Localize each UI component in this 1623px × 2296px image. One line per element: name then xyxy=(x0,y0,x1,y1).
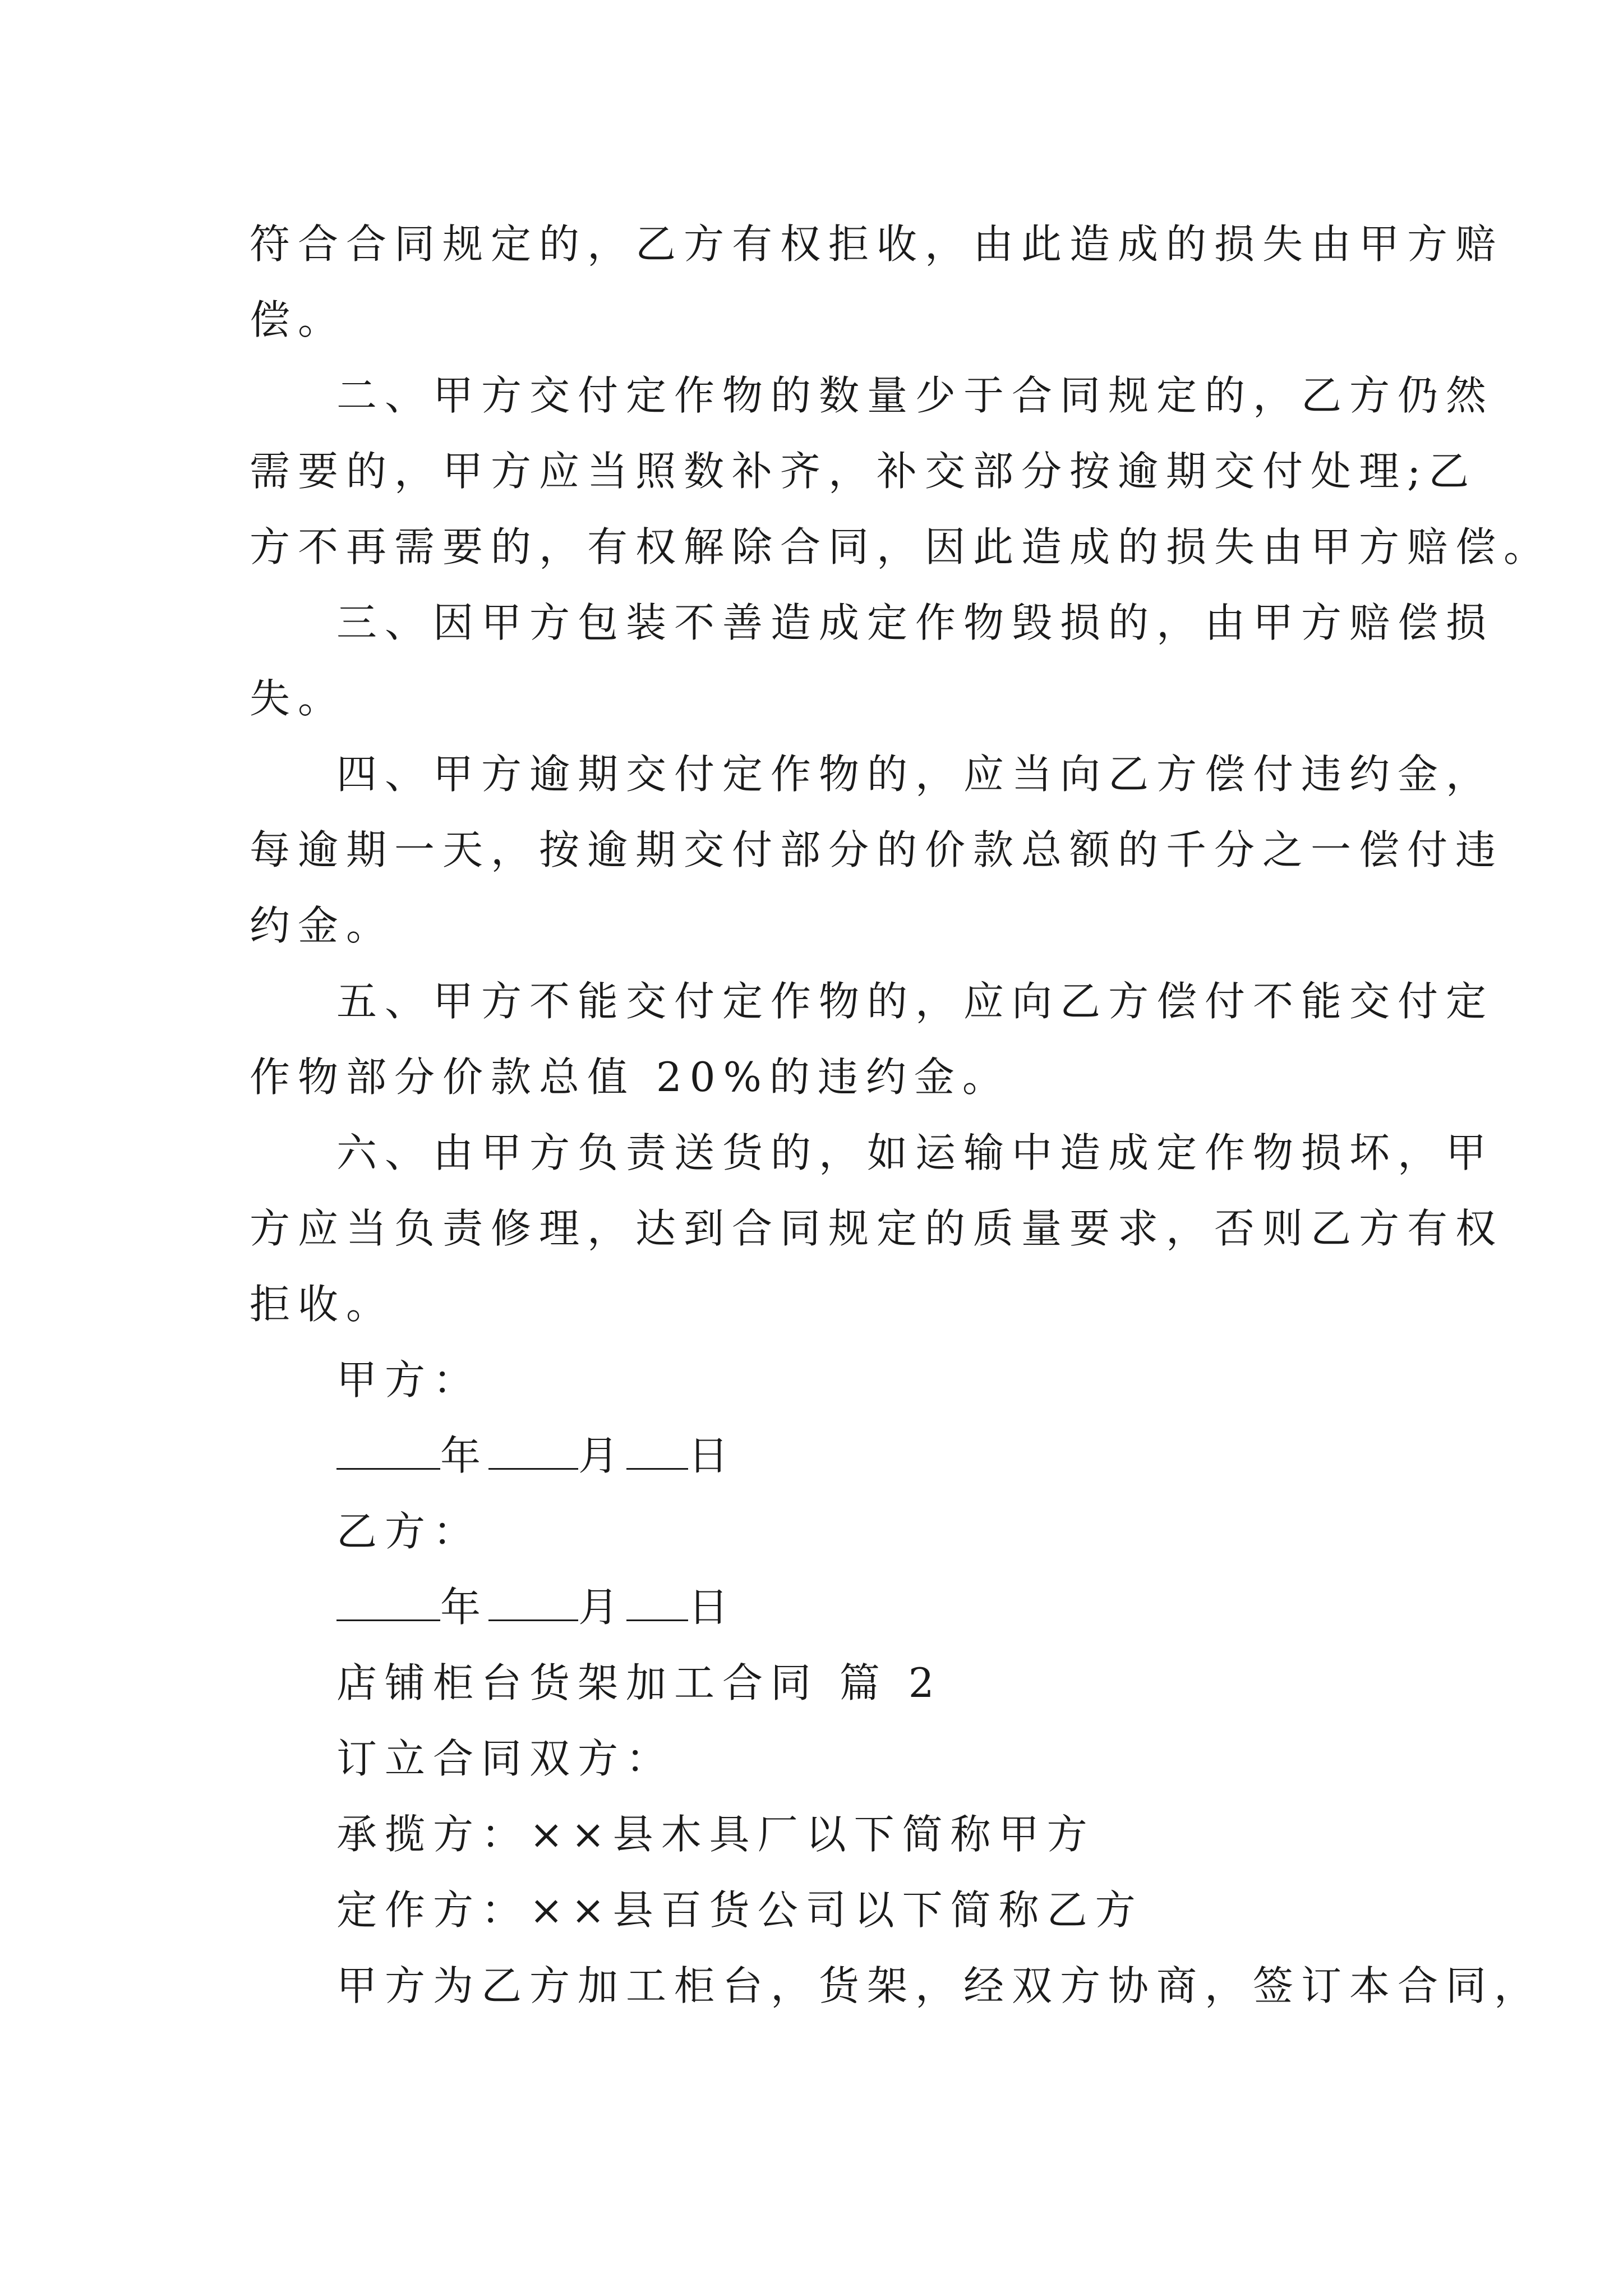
text-line: 二、甲方交付定作物的数量少于合同规定的，乙方仍然 xyxy=(336,372,1495,419)
text-line: 作物部分价款总值 20%的违约金。 xyxy=(250,1053,1011,1101)
month-label: 月 xyxy=(578,1432,627,1479)
text-line: 方不再需要的，有权解除合同，因此造成的损失由甲方赔偿。 xyxy=(250,523,1552,570)
text-line: 四、甲方逾期交付定作物的，应当向乙方偿付违约金， xyxy=(336,751,1495,798)
month-blank xyxy=(488,1580,578,1621)
party-a-label: 甲方： xyxy=(336,1356,482,1404)
text-line: 五、甲方不能交付定作物的，应向乙方偿付不能交付定 xyxy=(336,978,1495,1025)
text-line: 甲方为乙方加工柜台，货架，经双方协商，签订本合同， xyxy=(336,1962,1543,2009)
text-line: 需要的，甲方应当照数补齐，补交部分按逾期交付处理;乙 xyxy=(250,448,1477,495)
text-line: 拒收。 xyxy=(250,1281,395,1328)
day-label: 日 xyxy=(688,1432,737,1479)
text-line: 六、由甲方负责送货的，如运输中造成定作物损坏，甲 xyxy=(336,1129,1495,1176)
date-line-party-b xyxy=(336,1579,736,1635)
text-line: 失。 xyxy=(250,675,347,722)
text-line: 偿。 xyxy=(250,296,347,343)
year-blank xyxy=(336,1429,440,1470)
text-line: 约金。 xyxy=(250,902,395,949)
text-line: 方应当负责修理，达到合同规定的质量要求，否则乙方有权 xyxy=(250,1205,1504,1252)
day-blank xyxy=(626,1429,688,1470)
date-line-party-a xyxy=(336,1428,736,1484)
day-label: 日 xyxy=(688,1584,737,1631)
party-b-label: 乙方： xyxy=(336,1508,482,1555)
year-blank xyxy=(336,1580,440,1621)
text-line: 符合合同规定的，乙方有权拒收，由此造成的损失由甲方赔 xyxy=(250,220,1504,268)
month-label: 月 xyxy=(578,1584,627,1631)
text-line: 三、因甲方包装不善造成定作物毁损的，由甲方赔偿损 xyxy=(336,599,1495,646)
month-blank xyxy=(488,1429,578,1470)
text-line: 定作方：××县百货公司以下简称乙方 xyxy=(336,1887,1144,1934)
text-line: 订立合同双方： xyxy=(336,1735,675,1782)
text-line: 承揽方：××县木具厂以下简称甲方 xyxy=(336,1811,1095,1858)
year-label: 年 xyxy=(440,1432,489,1479)
day-blank xyxy=(626,1580,688,1621)
year-label: 年 xyxy=(440,1584,489,1631)
text-line: 每逾期一天，按逾期交付部分的价款总额的千分之一偿付违 xyxy=(250,826,1504,873)
section-title: 店铺柜台货架加工合同 篇 2 xyxy=(336,1659,942,1706)
